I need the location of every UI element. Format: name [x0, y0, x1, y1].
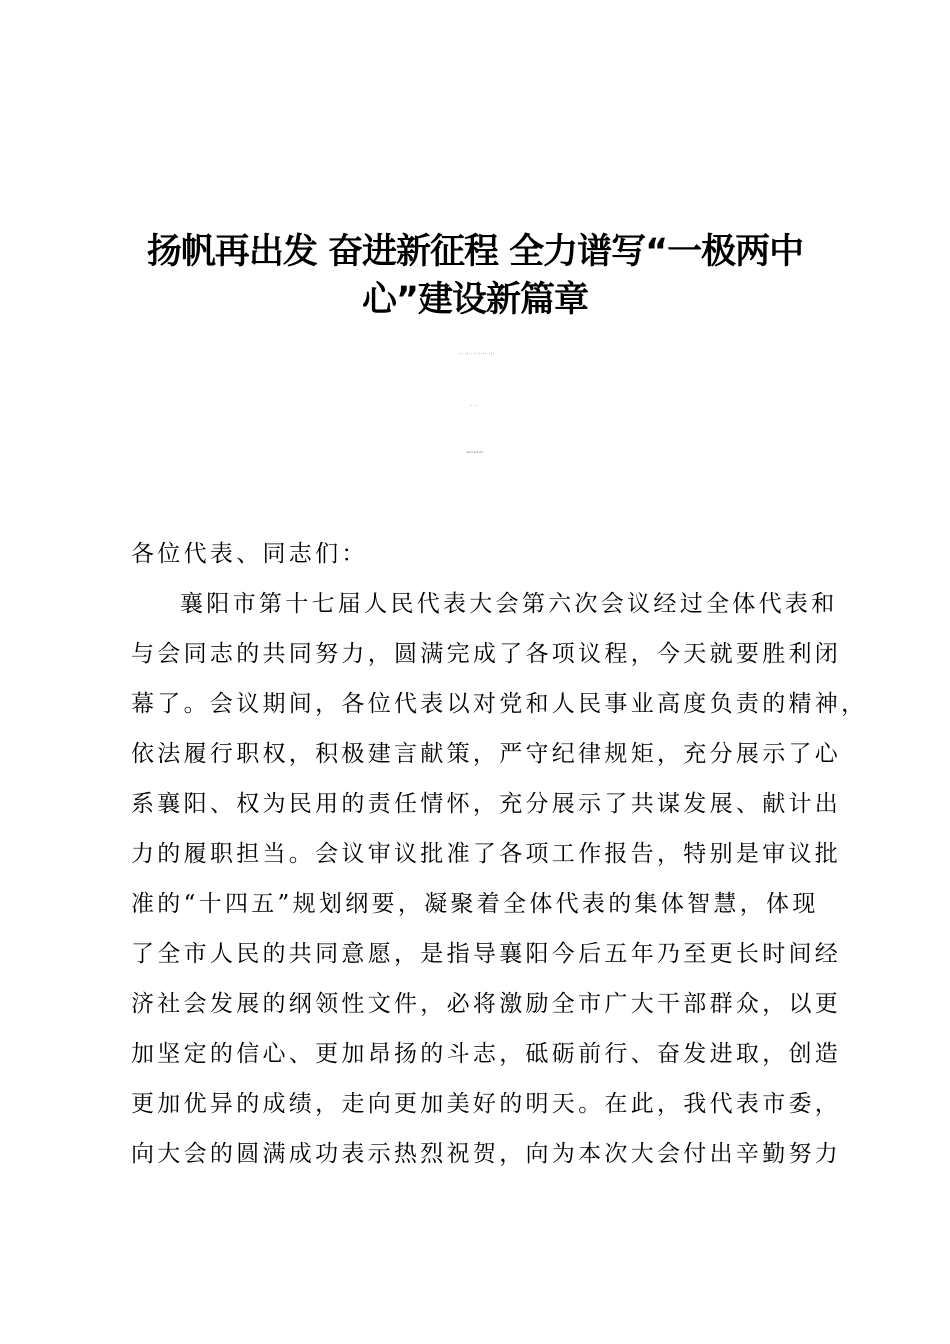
paragraph-line: 更加优异的成绩，走向更加美好的明天。在此，我代表市委，	[131, 1091, 842, 1117]
paragraph-line: 与会同志的共同努力，圆满完成了各项议程，今天就要胜利闭	[131, 641, 842, 667]
document-subtitle: ——在市十七届人大六次会议闭幕式上的讲话	[455, 354, 495, 355]
document-title-line-1: 扬帆再出发 奋进新征程 全力谱写“一极两中	[146, 232, 804, 272]
paragraph-line: 准的“十四五”规划纲要，凝聚着全体代表的集体智慧，体现	[131, 891, 819, 917]
paragraph-line: 幕了。会议期间，各位代表以对党和人民事业高度负责的精神，	[131, 691, 868, 717]
paragraph-line: 系襄阳、权为民用的责任情怀，充分展示了共谋发展、献计出	[131, 791, 842, 817]
paragraph-line: 向大会的圆满成功表示热烈祝贺，向为本次大会付出辛勤努力	[131, 1141, 842, 1167]
document-title-line-2: 心”建设新篇章	[361, 280, 588, 320]
paragraph-line: 了全市人民的共同意愿，是指导襄阳今后五年乃至更长时间经	[131, 941, 842, 967]
paragraph-line: 济社会发展的纲领性文件，必将激励全市广大干部群众，以更	[131, 991, 842, 1017]
paragraph-line: 加坚定的信心、更加昂扬的斗志，砥砺前行、奋发进取，创造	[131, 1041, 842, 1067]
salutation: 各位代表、同志们：	[131, 541, 368, 567]
document-date: 2021 年 01 月 14 日	[466, 452, 484, 454]
paragraph-line: 依法履行职权，积极建言献策，严守纪律规矩，充分展示了心	[131, 741, 842, 767]
document-author: 李乐成	[470, 406, 480, 407]
paragraph-line: 力的履职担当。会议审议批准了各项工作报告，特别是审议批	[131, 841, 842, 867]
paragraph-line: 襄阳市第十七届人民代表大会第六次会议经过全体代表和	[180, 591, 838, 617]
